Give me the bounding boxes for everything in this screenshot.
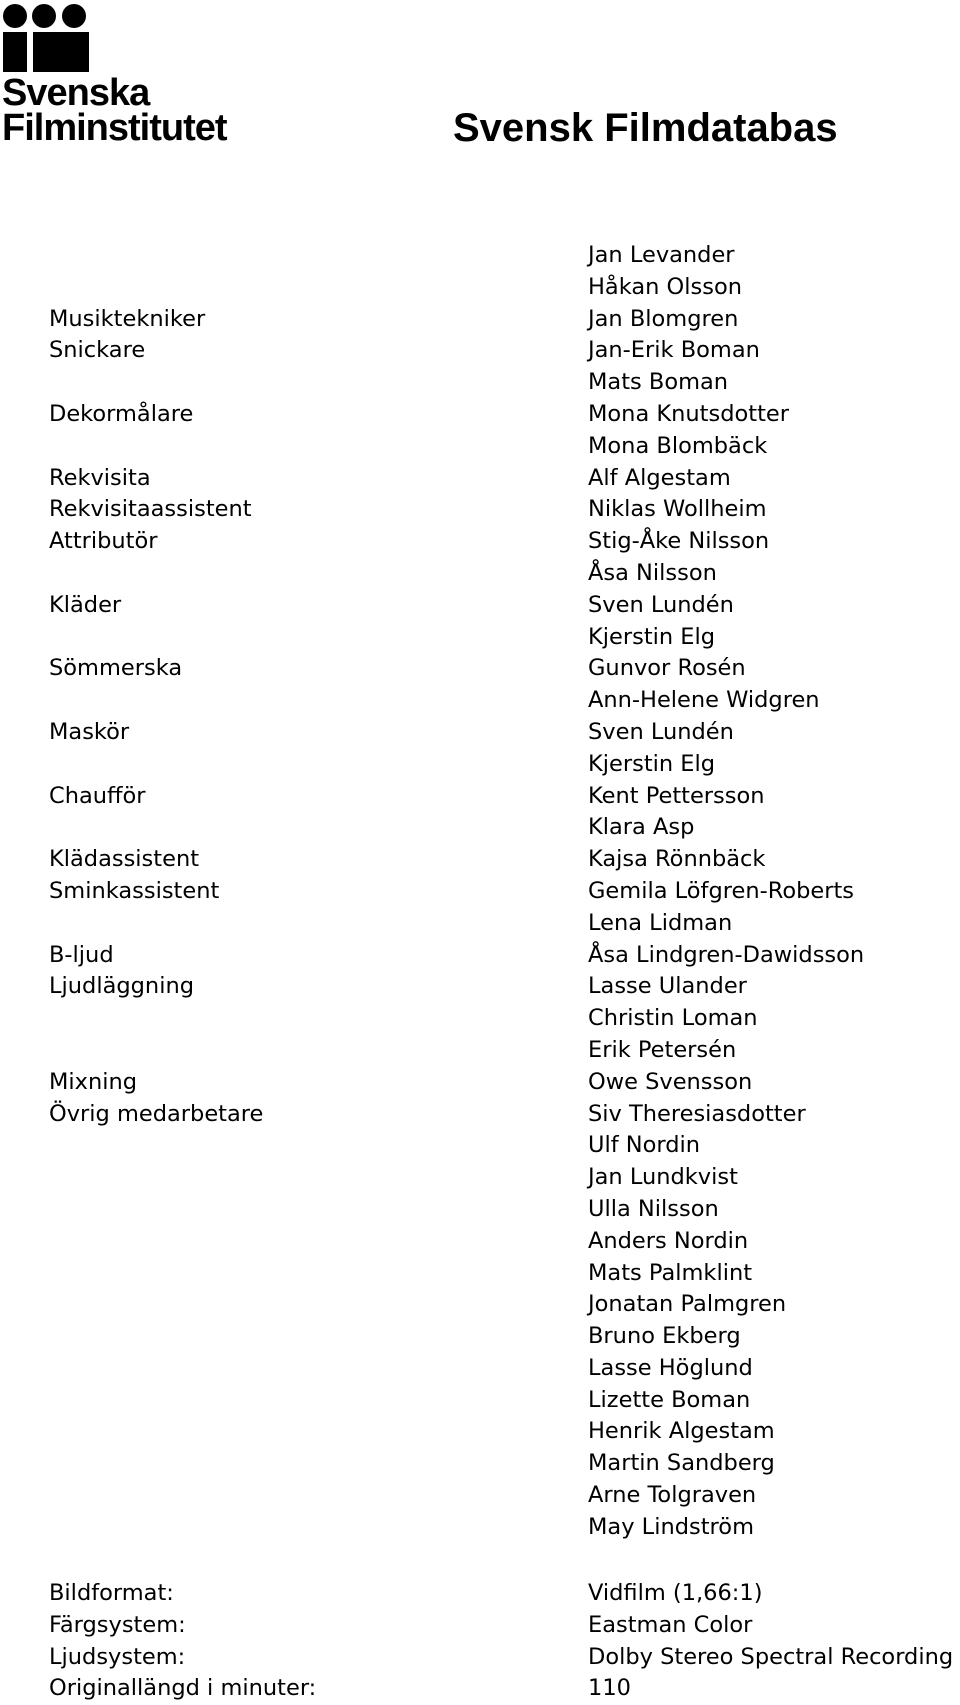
crew-name: Erik Petersén bbox=[588, 1036, 737, 1063]
crew-row bbox=[0, 304, 960, 336]
crew-name: Jan-Erik Boman bbox=[588, 337, 760, 364]
crew-row bbox=[0, 1162, 960, 1194]
crew-name: Niklas Wollheim bbox=[588, 496, 767, 523]
crew-name: Klara Asp bbox=[588, 814, 695, 841]
crew-name: Siv Theresiasdotter bbox=[588, 1100, 806, 1127]
tech-row bbox=[0, 1578, 960, 1610]
crew-name: Mona Blombäck bbox=[588, 432, 768, 459]
crew-row bbox=[0, 335, 960, 367]
crew-row bbox=[0, 1512, 960, 1544]
crew-row bbox=[0, 1321, 960, 1353]
tech-value: Vidfilm (1,66:1) bbox=[588, 1580, 763, 1606]
tech-value: 110 bbox=[588, 1675, 631, 1702]
crew-role: Sminkassistent bbox=[49, 877, 220, 904]
crew-name: Kjerstin Elg bbox=[588, 623, 716, 650]
page-title: Svensk Filmdatabas bbox=[453, 106, 838, 150]
crew-role: B-ljud bbox=[49, 941, 114, 968]
tech-label: Ljudsystem: bbox=[49, 1643, 186, 1670]
crew-role: Snickare bbox=[49, 337, 146, 364]
tech-label: Bildformat: bbox=[49, 1580, 174, 1606]
crew-name: Henrik Algestam bbox=[588, 1418, 775, 1445]
crew-name: Jonatan Palmgren bbox=[588, 1291, 787, 1318]
crew-name: Martin Sandberg bbox=[588, 1450, 775, 1477]
crew-row bbox=[0, 812, 960, 844]
crew-name: Gunvor Rosén bbox=[588, 655, 746, 682]
crew-name: Mats Boman bbox=[588, 369, 729, 396]
crew-role: Sömmerska bbox=[49, 655, 183, 682]
crew-row bbox=[0, 272, 960, 304]
logo-dots-icon bbox=[2, 3, 92, 73]
crew-name: Mats Palmklint bbox=[588, 1259, 753, 1286]
crew-row bbox=[0, 622, 960, 654]
crew-row bbox=[0, 1194, 960, 1226]
crew-name: Arne Tolgraven bbox=[588, 1482, 757, 1509]
crew-row bbox=[0, 908, 960, 940]
crew-role: Mixning bbox=[49, 1068, 138, 1095]
crew-row bbox=[0, 685, 960, 717]
crew-name: Kjerstin Elg bbox=[588, 750, 716, 777]
crew-name: Åsa Lindgren-Dawidsson bbox=[588, 941, 865, 968]
crew-name: Lasse Ulander bbox=[588, 973, 747, 1000]
tech-label: Färgsystem: bbox=[49, 1611, 186, 1638]
crew-name: Anders Nordin bbox=[588, 1227, 749, 1254]
crew-row bbox=[0, 1289, 960, 1321]
logo bbox=[0, 0, 240, 150]
crew-name: Stig-Åke Nilsson bbox=[588, 528, 770, 555]
crew-role: Övrig medarbetare bbox=[49, 1100, 264, 1127]
crew-row bbox=[0, 876, 960, 908]
crew-row bbox=[0, 781, 960, 813]
crew-role: Chaufför bbox=[49, 782, 146, 809]
crew-role: Rekvisita bbox=[49, 464, 151, 491]
crew-name: Kent Pettersson bbox=[588, 782, 765, 809]
crew-name: Jan Levander bbox=[588, 242, 735, 268]
logo-text-line1: Svenska bbox=[2, 72, 150, 114]
crew-role: Klädassistent bbox=[49, 846, 200, 873]
crew-name: Ulla Nilsson bbox=[588, 1195, 719, 1222]
crew-row bbox=[0, 1226, 960, 1258]
crew-row bbox=[0, 494, 960, 526]
crew-name: Christin Loman bbox=[588, 1005, 758, 1032]
tech-value: Dolby Stereo Spectral Recording bbox=[588, 1643, 954, 1670]
crew-row bbox=[0, 1035, 960, 1067]
crew-name: Owe Svensson bbox=[588, 1068, 753, 1095]
crew-row bbox=[0, 653, 960, 685]
crew-row bbox=[0, 1480, 960, 1512]
crew-row bbox=[0, 844, 960, 876]
crew-name: Lasse Höglund bbox=[588, 1354, 753, 1381]
crew-row bbox=[0, 1130, 960, 1162]
crew-name: Jan Blomgren bbox=[588, 305, 739, 332]
tech-row bbox=[0, 1673, 960, 1705]
crew-row bbox=[0, 558, 960, 590]
crew-name: Ann-Helene Widgren bbox=[588, 687, 820, 714]
tech-value: Eastman Color bbox=[588, 1611, 753, 1638]
crew-row bbox=[0, 971, 960, 1003]
crew-role: Dekormålare bbox=[49, 400, 194, 427]
crew-role: Kläder bbox=[49, 591, 122, 618]
crew-row bbox=[0, 526, 960, 558]
crew-row bbox=[0, 1258, 960, 1290]
crew-row bbox=[0, 1067, 960, 1099]
crew-row bbox=[0, 1099, 960, 1131]
crew-name: Jan Lundkvist bbox=[588, 1164, 738, 1191]
crew-row bbox=[0, 367, 960, 399]
crew-name: Mona Knutsdotter bbox=[588, 400, 789, 427]
crew-row bbox=[0, 940, 960, 972]
logo-text-line2: Filminstitutet bbox=[2, 107, 227, 149]
crew-row bbox=[0, 1003, 960, 1035]
crew-row bbox=[0, 463, 960, 495]
technical-info bbox=[0, 1578, 960, 1705]
crew-row bbox=[0, 431, 960, 463]
crew-row bbox=[0, 749, 960, 781]
crew-name: Sven Lundén bbox=[588, 591, 734, 618]
crew-row bbox=[0, 1448, 960, 1480]
crew-name: Lena Lidman bbox=[588, 909, 733, 936]
crew-row bbox=[0, 1385, 960, 1417]
crew-name: May Lindström bbox=[588, 1513, 754, 1540]
crew-name: Sven Lundén bbox=[588, 718, 734, 745]
crew-row bbox=[0, 240, 960, 272]
crew-row bbox=[0, 1353, 960, 1385]
crew-row bbox=[0, 399, 960, 431]
crew-name: Gemila Löfgren-Roberts bbox=[588, 877, 855, 904]
crew-list bbox=[0, 240, 960, 1544]
crew-role: Attributör bbox=[49, 528, 158, 555]
crew-role: Maskör bbox=[49, 718, 130, 745]
crew-row bbox=[0, 590, 960, 622]
crew-name: Åsa Nilsson bbox=[588, 559, 717, 586]
crew-role: Rekvisitaassistent bbox=[49, 496, 252, 523]
crew-name: Kajsa Rönnbäck bbox=[588, 846, 766, 873]
tech-row bbox=[0, 1610, 960, 1642]
crew-name: Håkan Olsson bbox=[588, 273, 742, 300]
crew-name: Bruno Ekberg bbox=[588, 1323, 741, 1350]
crew-name: Lizette Boman bbox=[588, 1386, 751, 1413]
crew-row bbox=[0, 1416, 960, 1448]
crew-name: Alf Algestam bbox=[588, 464, 731, 491]
tech-label: Originallängd i minuter: bbox=[49, 1675, 317, 1702]
crew-role: Musiktekniker bbox=[49, 305, 206, 332]
crew-row bbox=[0, 717, 960, 749]
crew-name: Ulf Nordin bbox=[588, 1132, 701, 1159]
crew-role: Ljudläggning bbox=[49, 973, 194, 1000]
tech-row bbox=[0, 1642, 960, 1674]
